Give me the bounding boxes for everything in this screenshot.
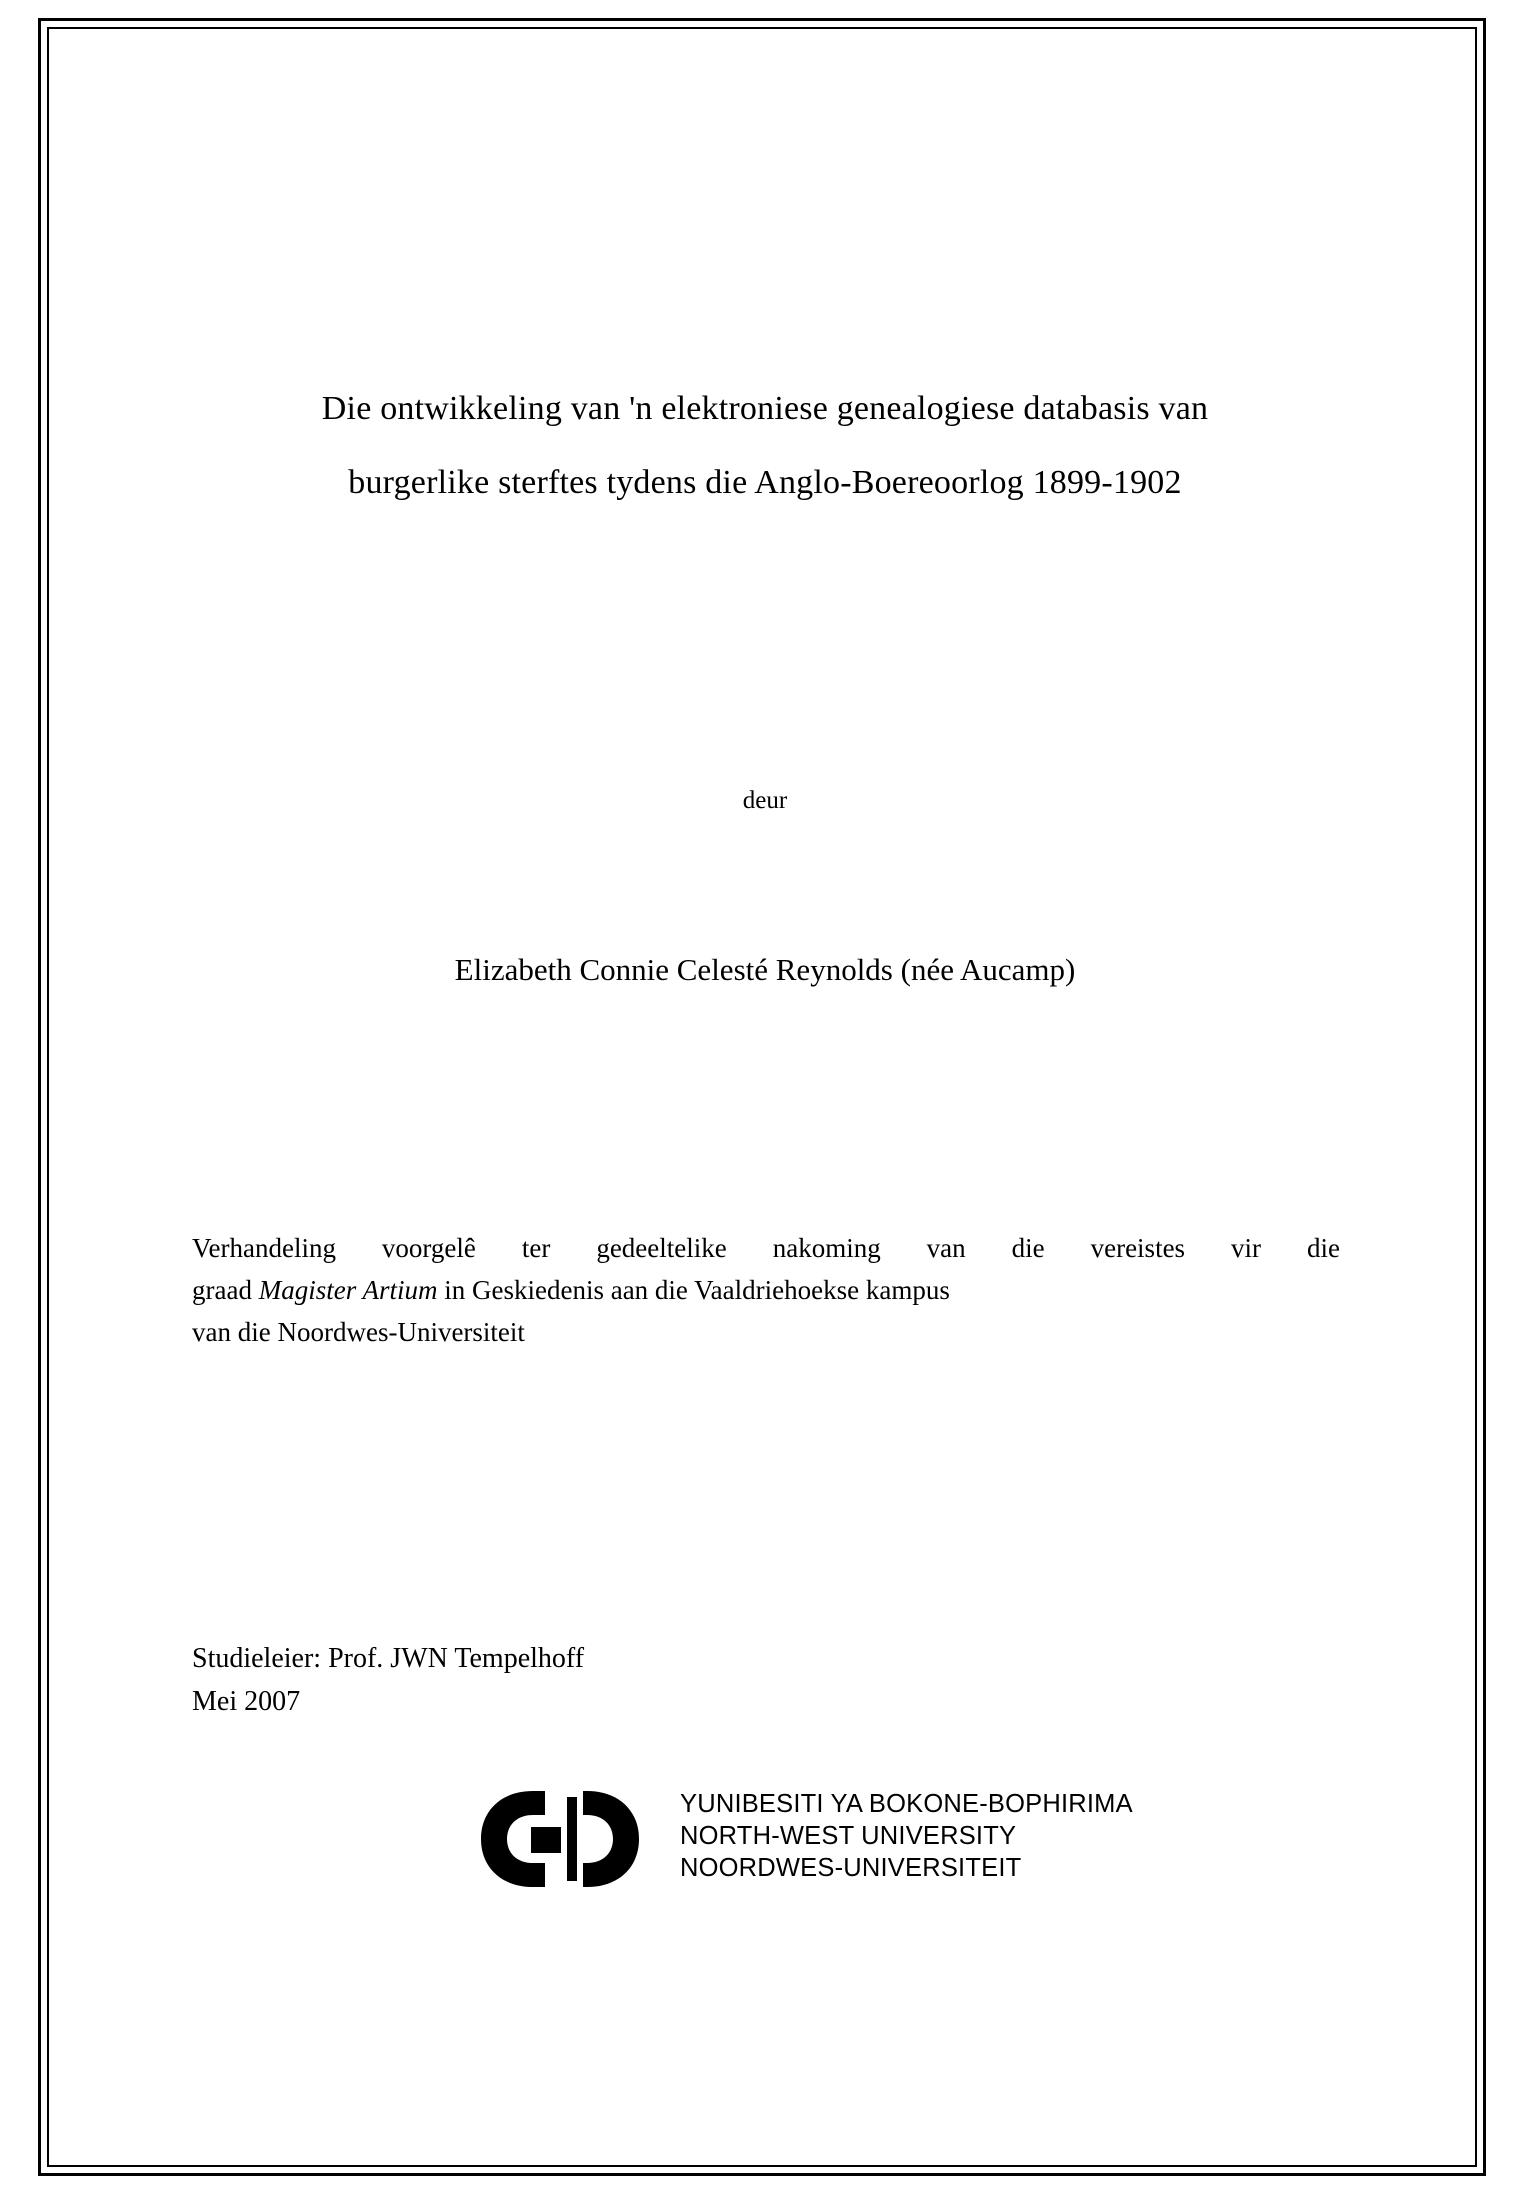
north-west-university-logo-icon <box>475 1787 670 1895</box>
university-logo <box>475 1782 1133 1902</box>
submission-line-1: Verhandeling voorgelê ter gedeeltelike nakoming van die vereistes vir die <box>192 1233 1340 1263</box>
supervisor-block <box>192 1637 1092 1723</box>
title-line-1: Die ontwikkeling van 'n elektroniese genealogiese databasis van <box>321 390 1209 427</box>
submission-line-2 <box>192 1269 1340 1311</box>
submission-line-2-suffix: in Geskiedenis aan die Vaaldriehoekse kampus <box>437 1275 950 1305</box>
submission-line-3: van die Noordwes-Universiteit <box>192 1317 525 1347</box>
submission-line-2-prefix: graad <box>192 1275 259 1305</box>
supervisor-line: Studieleier: Prof. JWN Tempelhoff <box>192 1643 585 1674</box>
page-title <box>185 372 1345 520</box>
logo-text-block <box>680 1788 1133 1884</box>
by-label: deur <box>742 787 788 814</box>
logo-text-line-3: NOORDWES-UNIVERSITEIT <box>680 1854 1022 1882</box>
degree-name: Magister Artium <box>258 1275 438 1305</box>
title-line-2: burgerlike sterftes tydens die Anglo-Boereoorlog 1899-1902 <box>348 464 1182 501</box>
logo-text-line-1: YUNIBESITI YA BOKONE-BOPHIRIMA <box>680 1790 1133 1818</box>
logo-text-line-2: NORTH-WEST UNIVERSITY <box>680 1822 1017 1850</box>
submission-statement <box>192 1227 1340 1353</box>
date-line: Mei 2007 <box>192 1686 301 1717</box>
page-content <box>160 27 1360 2167</box>
author-name: Elizabeth Connie Celesté Reynolds (née Aucamp) <box>454 952 1076 987</box>
